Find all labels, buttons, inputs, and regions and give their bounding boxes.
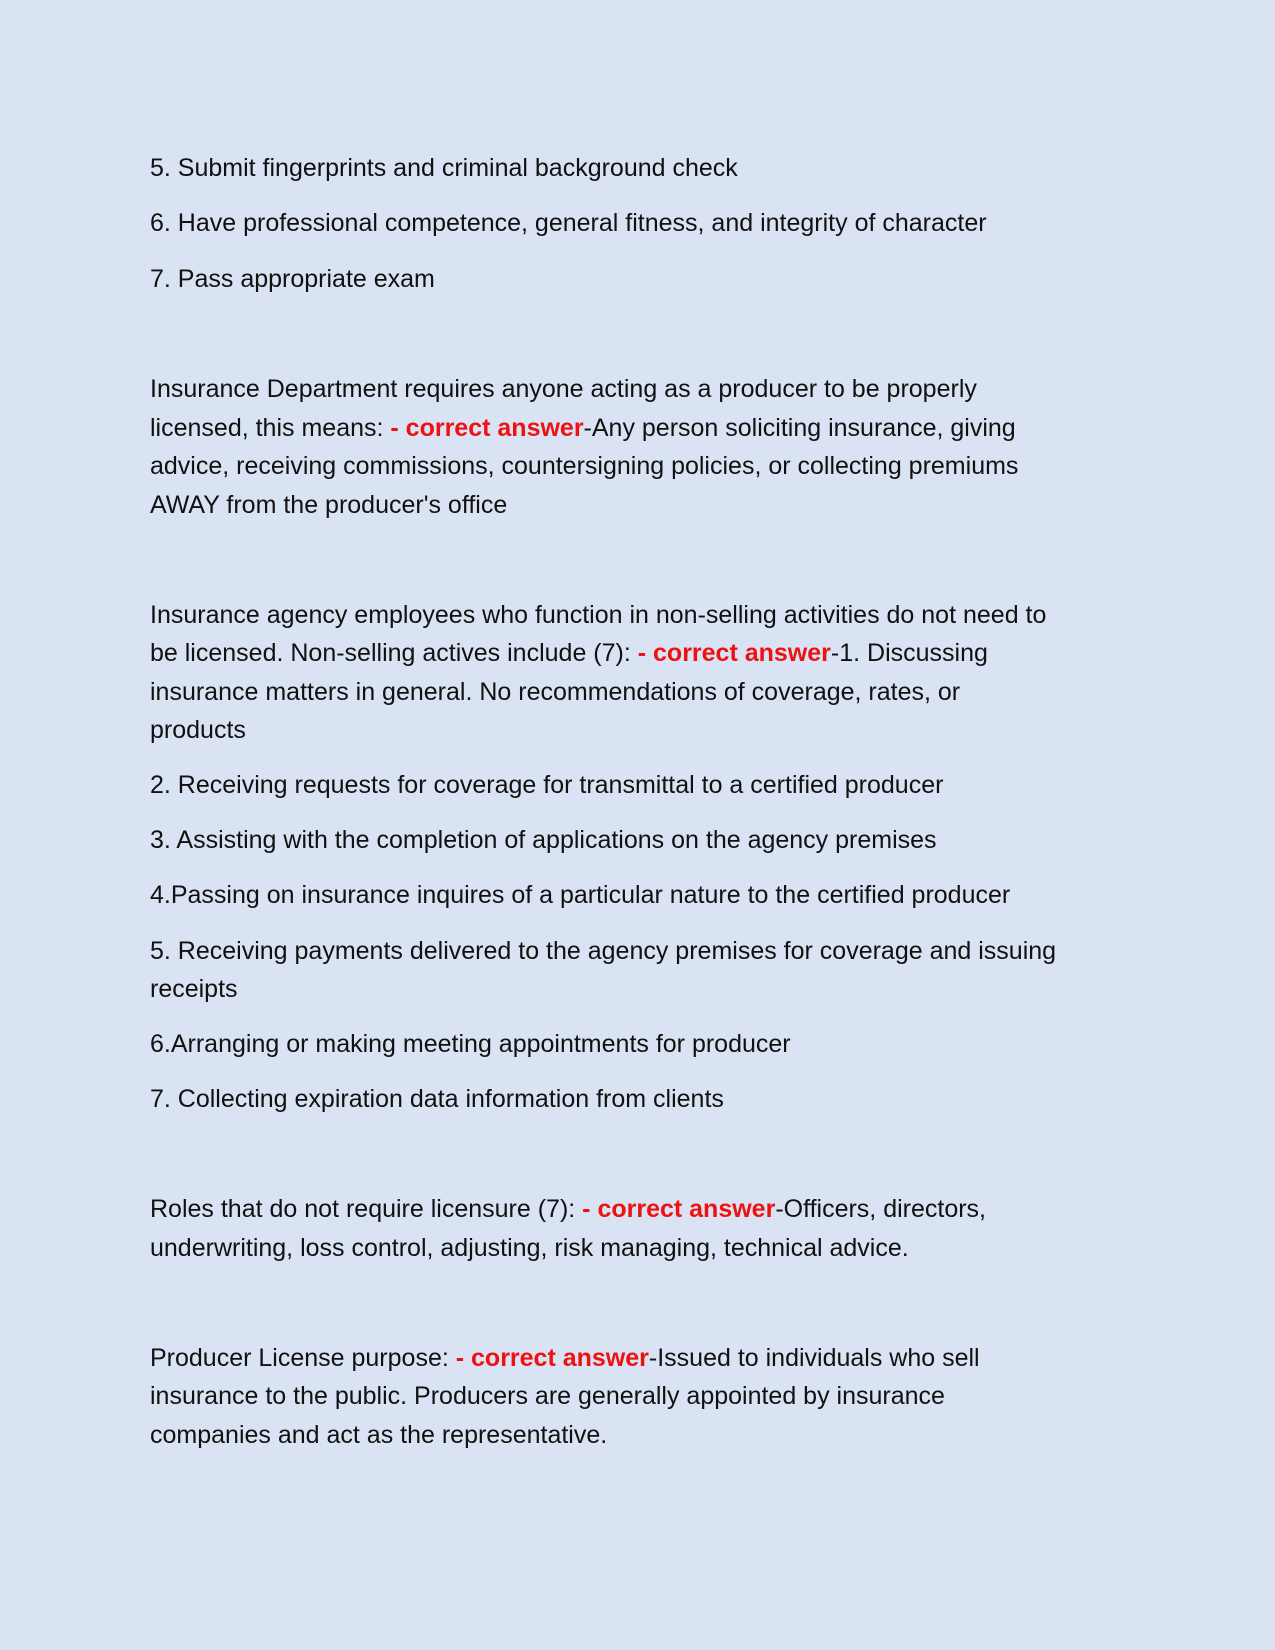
list-item: 3. Assisting with the completion of applications on the agency premises xyxy=(150,826,937,854)
answer-text: products xyxy=(150,716,246,744)
answer-text: -Officers, directors, xyxy=(775,1195,987,1223)
correct-answer-label: - correct answer xyxy=(390,414,584,442)
correct-answer-label: - correct answer xyxy=(455,1344,649,1372)
answer-text: AWAY from the producer's office xyxy=(150,491,508,519)
question-text: Insurance agency employees who function in non-selling activities do not need to xyxy=(150,601,1047,629)
list-item: 7. Pass appropriate exam xyxy=(150,265,435,293)
answer-text: -Issued to individuals who sell xyxy=(648,1344,980,1372)
list-item: 2. Receiving requests for coverage for transmittal to a certified producer xyxy=(150,771,944,799)
document-page xyxy=(150,0,1130,1650)
list-item: receipts xyxy=(150,975,238,1003)
list-item: 6. Have professional competence, general fitness, and integrity of character xyxy=(150,209,987,237)
question-text: Roles that do not require licensure (7): xyxy=(150,1195,583,1223)
answer-text: underwriting, loss control, adjusting, risk managing, technical advice. xyxy=(150,1234,909,1262)
qa-line xyxy=(150,1339,980,1378)
list-item: 7. Collecting expiration data information from clients xyxy=(150,1085,724,1113)
qa-line xyxy=(150,634,988,673)
list-item: 5. Receiving payments delivered to the agency premises for coverage and issuing xyxy=(150,937,1057,965)
correct-answer-label: - correct answer xyxy=(637,639,831,667)
qa-line xyxy=(150,409,1016,448)
answer-text: -1. Discussing xyxy=(830,639,988,667)
question-text: licensed, this means: xyxy=(150,414,391,442)
question-text: be licensed. Non-selling actives include (7): xyxy=(150,639,638,667)
question-text: Insurance Department requires anyone acting as a producer to be properly xyxy=(150,375,977,403)
question-text: Producer License purpose: xyxy=(150,1344,456,1372)
answer-text: -Any person soliciting insurance, giving xyxy=(583,414,1016,442)
correct-answer-label: - correct answer xyxy=(582,1195,776,1223)
answer-text: insurance matters in general. No recommendations of coverage, rates, or xyxy=(150,678,961,706)
list-item: 4.Passing on insurance inquires of a particular nature to the certified producer xyxy=(150,881,1011,909)
answer-text: insurance to the public. Producers are generally appointed by insurance xyxy=(150,1382,945,1410)
qa-line xyxy=(150,1190,986,1229)
answer-text: advice, receiving commissions, countersigning policies, or collecting premiums xyxy=(150,452,1019,480)
list-item: 5. Submit fingerprints and criminal background check xyxy=(150,154,738,182)
list-item: 6.Arranging or making meeting appointments for producer xyxy=(150,1030,791,1058)
answer-text: companies and act as the representative. xyxy=(150,1421,608,1449)
